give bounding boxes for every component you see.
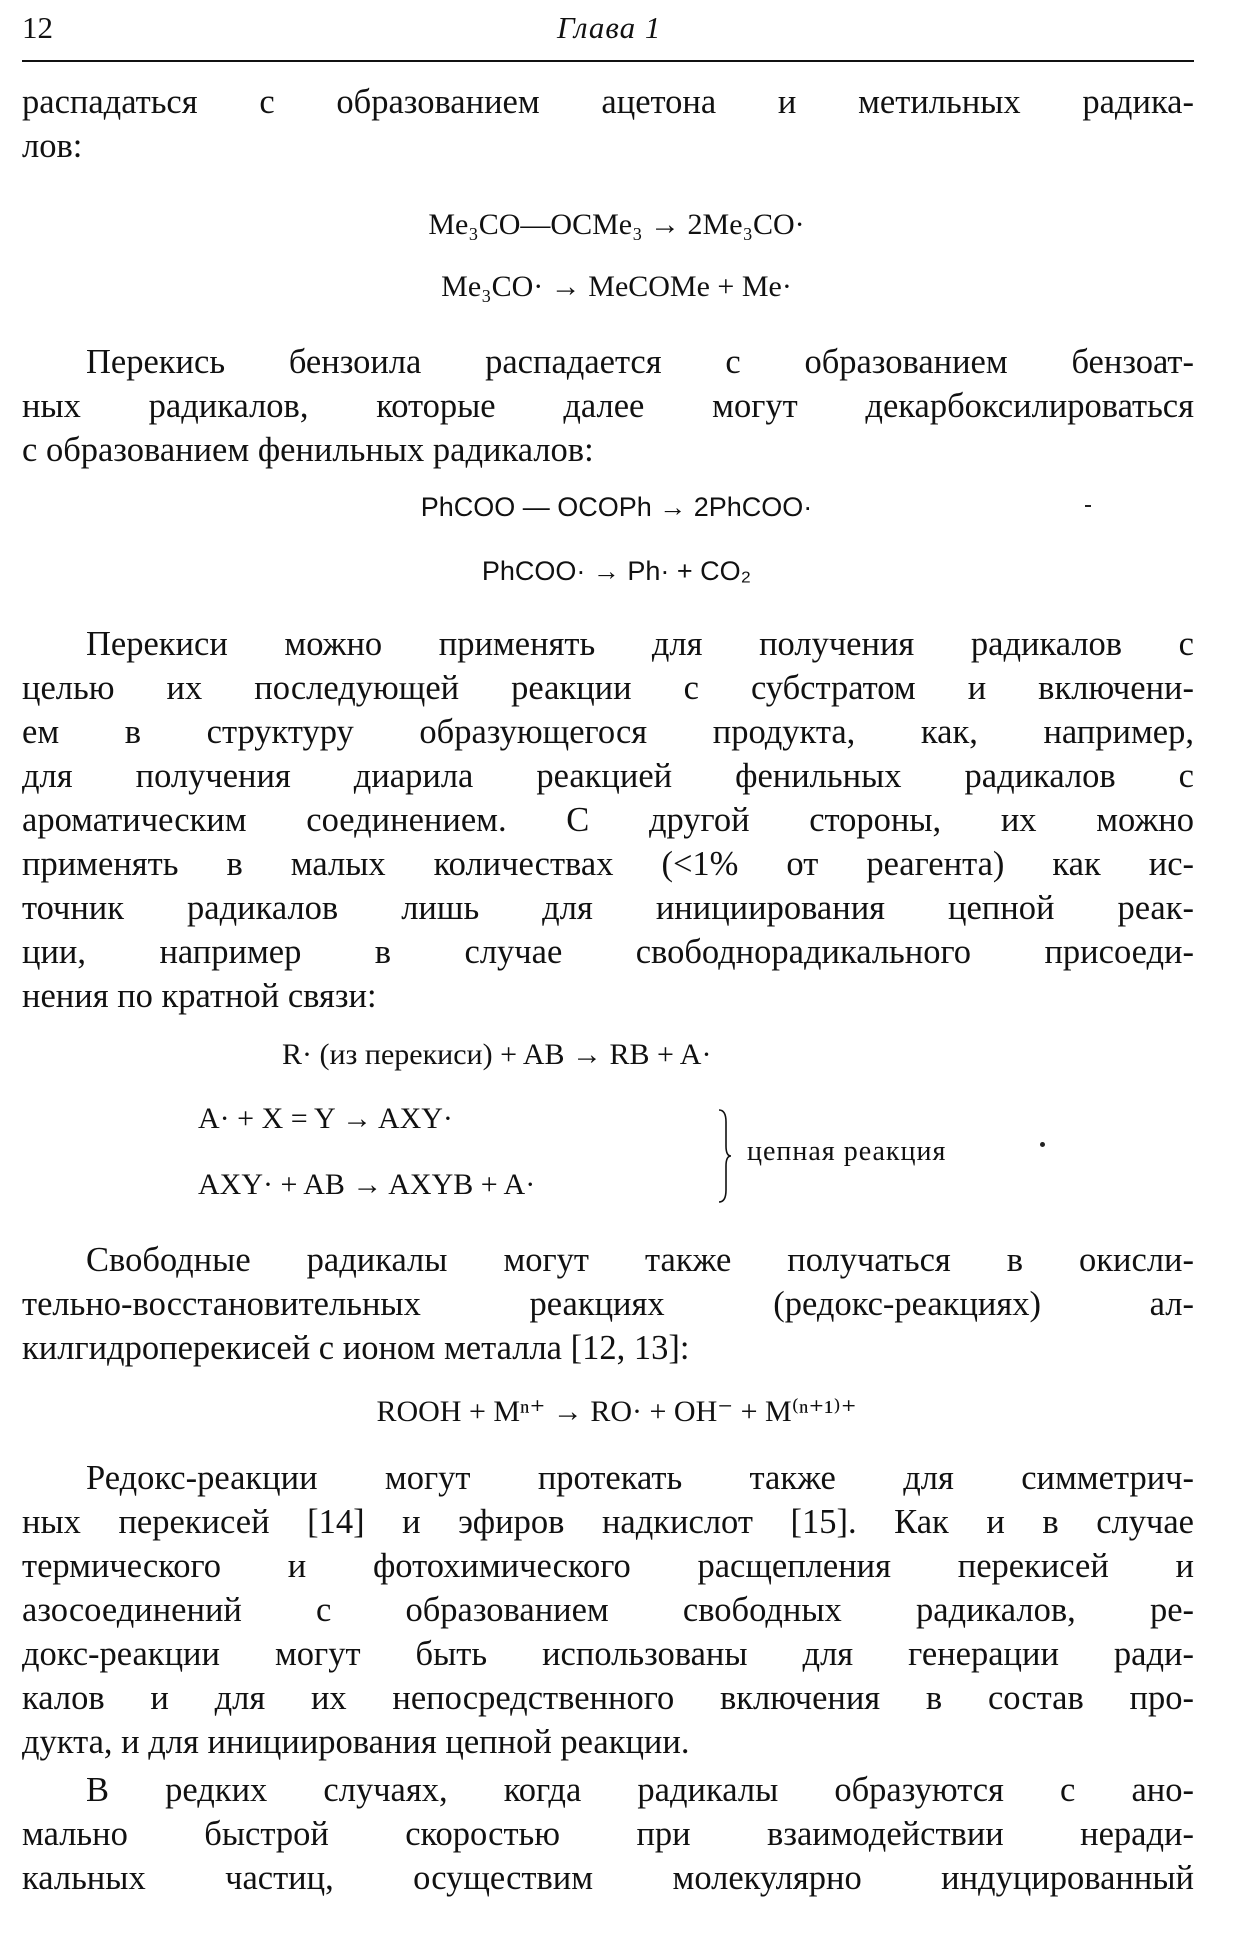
paragraph-3 (22, 622, 1194, 1018)
header-rule (22, 60, 1194, 62)
right-brace-icon (718, 1108, 732, 1204)
paragraph-6 (22, 1768, 1194, 1900)
equation-initiation: R· (из перекиси) + AB → RB + A· (282, 1038, 712, 1071)
paragraph-line: термического и фотохимического расщепления перекисей и (22, 1547, 1194, 1585)
paragraph-line: точник радикалов лишь для инициирования цепной реак- (22, 889, 1194, 927)
paragraph-line: Перекиси можно применять для получения радикалов с (86, 625, 1194, 663)
paragraph-line: докс-реакции могут быть использованы для генерации ради- (22, 1635, 1194, 1673)
running-title: Глава 1 (557, 10, 662, 45)
paragraph-line: килгидроперекисей с ионом металла [12, 13]: (22, 1329, 690, 1367)
equation-acetone-formation: Me₃CO· → MeCOMe + Me· (441, 270, 792, 303)
paragraph-line: нения по кратной связи: (22, 977, 377, 1015)
paragraph-line: лов: (22, 127, 83, 165)
paragraph-line: В редких случаях, когда радикалы образуются с ано- (86, 1771, 1194, 1809)
paragraph-line: азосоединений с образованием свободных радикалов, ре- (22, 1591, 1194, 1629)
chain-reaction-label: цепная реакция (747, 1136, 947, 1167)
paragraph-line: кальных частиц, осуществим молекулярно индуцированный (22, 1859, 1194, 1897)
paragraph-4 (22, 1238, 1194, 1370)
equation-peroxide-split: Me₃CO—OCMe₃ → 2Me₃CO· (428, 208, 805, 241)
paragraph-line: дукта, и для инициирования цепной реакции. (22, 1723, 690, 1761)
paragraph-line: Свободные радикалы могут также получаться в окисли- (86, 1241, 1194, 1279)
paragraph-1 (22, 80, 1194, 168)
equation-chain-step-2: AXY· + AB → AXYB + A· (198, 1168, 536, 1201)
paragraph-line: для получения диарила реакцией фенильных радикалов с (22, 757, 1194, 795)
paragraph-line: калов и для их непосредственного включения в состав про- (22, 1679, 1194, 1717)
paragraph-line: ции, например в случае свободнорадикального присоеди- (22, 933, 1194, 971)
paragraph-line: Редокс-реакции могут протекать также для симметрич- (86, 1459, 1194, 1497)
page-header (22, 4, 1194, 60)
print-speck (1040, 1142, 1045, 1147)
paragraph-5 (22, 1456, 1194, 1764)
equation-decarboxylation: PhCOO· → Ph· + CO₂ (481, 556, 752, 586)
equation-benzoyl-split: PhCOO — OCOPh → 2PhCOO· (420, 492, 813, 522)
paragraph-line: ных радикалов, которые далее могут декарбоксилироваться (22, 387, 1194, 425)
paragraph-line: тельно-восстановительных реакциях (редокс-реакциях) ал- (22, 1285, 1194, 1323)
equation-chain-step-1: A· + X = Y → AXY· (198, 1102, 453, 1135)
paragraph-line: распадаться с образованием ацетона и метильных радика- (22, 83, 1194, 121)
paragraph-line: с образованием фенильных радикалов: (22, 431, 594, 469)
paragraph-line: Перекись бензоила распадается с образованием бензоат- (86, 343, 1194, 381)
paragraph-line: целью их последующей реакции с субстратом и включени- (22, 669, 1194, 707)
print-speck (1085, 505, 1091, 507)
paragraph-line: применять в малых количествах (<1% от реагента) как ис- (22, 845, 1194, 883)
paragraph-line: мально быстрой скоростью при взаимодействии неради- (22, 1815, 1194, 1853)
page-number: 12 (22, 10, 53, 45)
paragraph-line: ем в структуру образующегося продукта, как, например, (22, 713, 1194, 751)
paragraph-2 (22, 340, 1194, 472)
paragraph-line: ароматическим соединением. С другой стороны, их можно (22, 801, 1194, 839)
paragraph-line: ных перекисей [14] и эфиров надкислот [15]. Как и в случае (22, 1503, 1194, 1541)
equation-redox: ROOH + Mⁿ⁺ → RO· + OH⁻ + M⁽ⁿ⁺¹⁾⁺ (376, 1395, 857, 1428)
